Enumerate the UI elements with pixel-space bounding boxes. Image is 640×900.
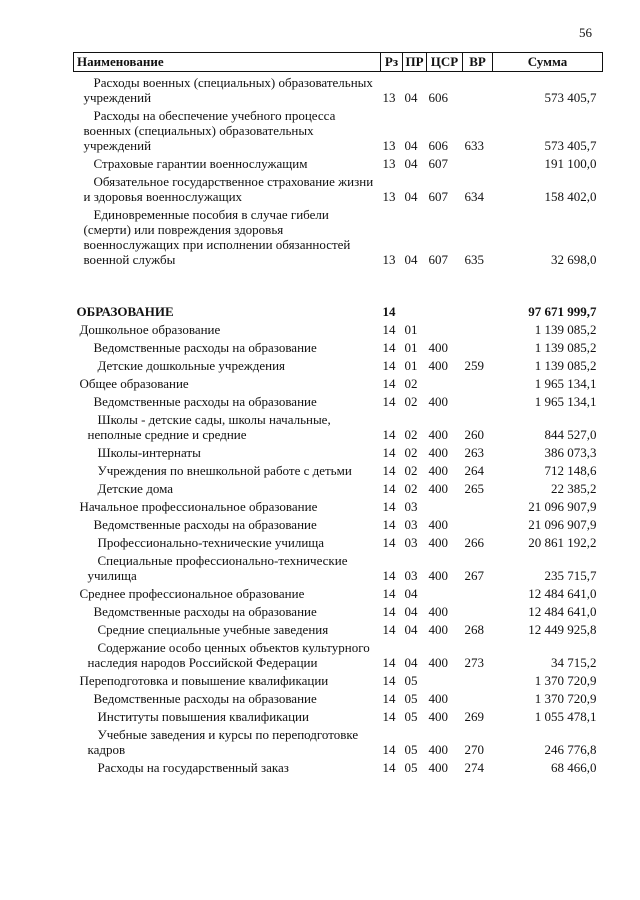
row-name: Расходы на государственный заказ <box>97 760 289 775</box>
row-vr: 273 <box>464 655 484 670</box>
table-row <box>74 706 603 724</box>
table-row <box>74 442 603 460</box>
row-sum: 712 148,6 <box>544 463 597 478</box>
table-row <box>74 670 603 688</box>
table-row <box>74 460 603 478</box>
row-rz: 14 <box>382 499 396 514</box>
row-vr: 633 <box>464 138 484 153</box>
row-vr <box>463 391 493 409</box>
row-rz: 14 <box>382 691 396 706</box>
row-vr <box>463 153 493 171</box>
row-rz: 14 <box>382 427 396 442</box>
row-name: Расходы военных (специальных) образовательных учреждений <box>83 75 373 105</box>
row-csr: 606 <box>428 138 448 153</box>
row-pr: 04 <box>404 604 418 619</box>
row-csr <box>427 670 463 688</box>
row-sum: 32 698,0 <box>551 252 597 267</box>
row-rz: 13 <box>382 90 396 105</box>
row-sum: 12 484 641,0 <box>528 586 597 601</box>
row-name: Общее образование <box>79 376 189 391</box>
row-vr <box>463 337 493 355</box>
row-vr <box>463 670 493 688</box>
row-pr: 02 <box>404 394 418 409</box>
row-rz: 14 <box>382 445 396 460</box>
row-vr <box>463 583 493 601</box>
row-vr: 263 <box>464 445 484 460</box>
row-pr: 04 <box>404 252 418 267</box>
row-vr: 267 <box>464 568 484 583</box>
header-rz: Рз <box>381 53 403 72</box>
row-name: Единовременные пособия в случае гибели (смерти) или повреждения здоровья военнослужащих при исполнении обязанностей военной службы <box>83 207 351 267</box>
row-sum: 97 671 999,7 <box>528 304 597 319</box>
row-sum: 191 100,0 <box>544 156 597 171</box>
row-name: Переподготовка и повышение квалификации <box>79 673 329 688</box>
row-sum: 1 965 134,1 <box>534 376 597 391</box>
table-row <box>74 757 603 775</box>
row-sum: 235 715,7 <box>544 568 597 583</box>
row-rz: 14 <box>382 304 396 319</box>
row-csr: 607 <box>428 156 448 171</box>
row-pr: 04 <box>404 586 418 601</box>
table-row <box>74 337 603 355</box>
row-rz: 14 <box>382 481 396 496</box>
row-csr: 400 <box>428 691 448 706</box>
row-rz: 14 <box>382 673 396 688</box>
row-name: Институты повышения квалификации <box>97 709 309 724</box>
table-row <box>74 514 603 532</box>
row-name: Начальное профессиональное образование <box>79 499 318 514</box>
row-sum: 1 139 085,2 <box>534 358 597 373</box>
row-vr: 259 <box>464 358 484 373</box>
row-vr: 634 <box>464 189 484 204</box>
header-vr: ВР <box>463 53 493 72</box>
row-pr: 04 <box>404 655 418 670</box>
row-rz: 14 <box>382 760 396 775</box>
row-sum: 21 096 907,9 <box>528 499 597 514</box>
row-name: Ведомственные расходы на образование <box>93 394 317 409</box>
row-rz: 14 <box>382 463 396 478</box>
row-pr: 05 <box>404 709 418 724</box>
table-row <box>74 637 603 670</box>
row-sum: 20 861 192,2 <box>528 535 597 550</box>
row-sum: 68 466,0 <box>551 760 597 775</box>
row-csr: 400 <box>428 604 448 619</box>
table-row <box>74 478 603 496</box>
row-rz: 13 <box>382 156 396 171</box>
row-rz: 14 <box>382 709 396 724</box>
row-vr: 269 <box>464 709 484 724</box>
table-header-row <box>74 53 603 72</box>
row-vr: 260 <box>464 427 484 442</box>
table-row <box>74 319 603 337</box>
row-sum: 1 965 134,1 <box>534 394 597 409</box>
table-row <box>74 532 603 550</box>
row-csr <box>427 583 463 601</box>
row-pr: 03 <box>404 499 418 514</box>
row-csr <box>427 496 463 514</box>
row-name: Детские дошкольные учреждения <box>97 358 286 373</box>
table-row <box>74 583 603 601</box>
row-sum: 21 096 907,9 <box>528 517 597 532</box>
table-row <box>74 409 603 442</box>
row-sum: 844 527,0 <box>544 427 597 442</box>
row-rz: 13 <box>382 252 396 267</box>
row-vr: 266 <box>464 535 484 550</box>
row-csr: 400 <box>428 622 448 637</box>
row-csr: 400 <box>428 340 448 355</box>
table-row <box>74 601 603 619</box>
row-pr: 05 <box>404 760 418 775</box>
row-csr: 400 <box>428 655 448 670</box>
row-vr: 265 <box>464 481 484 496</box>
row-vr <box>463 72 493 106</box>
table-row <box>74 724 603 757</box>
row-csr: 400 <box>428 427 448 442</box>
row-csr: 400 <box>428 463 448 478</box>
row-pr: 05 <box>404 742 418 757</box>
row-csr: 400 <box>428 709 448 724</box>
table-row <box>74 496 603 514</box>
row-sum: 573 405,7 <box>544 90 597 105</box>
row-vr <box>463 496 493 514</box>
row-csr: 607 <box>428 189 448 204</box>
row-name: Ведомственные расходы на образование <box>93 604 317 619</box>
row-sum: 12 449 925,8 <box>528 622 597 637</box>
row-sum: 1 139 085,2 <box>534 340 597 355</box>
row-sum: 1 055 478,1 <box>534 709 597 724</box>
table-row <box>74 373 603 391</box>
row-pr: 02 <box>404 445 418 460</box>
table-row <box>74 550 603 583</box>
row-rz: 14 <box>382 742 396 757</box>
row-name: Дошкольное образование <box>79 322 221 337</box>
row-pr: 02 <box>404 481 418 496</box>
row-pr: 03 <box>404 535 418 550</box>
row-pr: 04 <box>404 138 418 153</box>
table-row <box>74 688 603 706</box>
row-name: Обязательное государственное страхование жизни и здоровья военнослужащих <box>83 174 374 204</box>
spacer-cell <box>74 267 603 301</box>
row-sum: 158 402,0 <box>544 189 597 204</box>
row-pr: 02 <box>404 376 418 391</box>
row-pr: 05 <box>404 691 418 706</box>
row-pr: 03 <box>404 517 418 532</box>
row-sum: 573 405,7 <box>544 138 597 153</box>
row-pr: 02 <box>404 463 418 478</box>
table-row <box>74 105 603 153</box>
row-vr <box>463 301 493 319</box>
row-rz: 14 <box>382 622 396 637</box>
row-rz: 14 <box>382 376 396 391</box>
row-name: Школы - детские сады, школы начальные, неполные средние и средние <box>87 412 331 442</box>
row-name: Ведомственные расходы на образование <box>93 691 317 706</box>
row-vr: 270 <box>464 742 484 757</box>
row-vr <box>463 688 493 706</box>
row-sum: 1 370 720,9 <box>534 673 597 688</box>
row-pr: 01 <box>404 322 418 337</box>
table-row <box>74 355 603 373</box>
table-row <box>74 171 603 204</box>
row-name: Детские дома <box>97 481 173 496</box>
row-csr <box>427 301 463 319</box>
row-vr: 635 <box>464 252 484 267</box>
row-csr <box>427 319 463 337</box>
row-name: Среднее профессиональное образование <box>79 586 305 601</box>
row-name: Учебные заведения и курсы по переподготовке кадров <box>87 727 359 757</box>
row-pr: 05 <box>404 673 418 688</box>
table-row <box>74 301 603 319</box>
row-csr: 400 <box>428 358 448 373</box>
table-row <box>74 153 603 171</box>
row-vr <box>463 319 493 337</box>
row-name: Учреждения по внешкольной работе с детьми <box>97 463 352 478</box>
row-pr <box>403 301 427 319</box>
budget-table <box>73 52 603 775</box>
row-sum: 386 073,3 <box>544 445 597 460</box>
row-vr: 264 <box>464 463 484 478</box>
row-csr: 400 <box>428 742 448 757</box>
row-name: Страховые гарантии военнослужащим <box>93 156 308 171</box>
row-csr: 400 <box>428 481 448 496</box>
row-pr: 03 <box>404 568 418 583</box>
row-name: Профессионально-технические училища <box>97 535 325 550</box>
row-rz: 14 <box>382 358 396 373</box>
row-name: Содержание особо ценных объектов культурного наследия народов Российской Федерации <box>87 640 370 670</box>
row-csr: 400 <box>428 517 448 532</box>
table-row <box>74 619 603 637</box>
row-sum: 22 385,2 <box>551 481 597 496</box>
row-vr <box>463 373 493 391</box>
page-number: 56 <box>579 25 592 40</box>
row-rz: 14 <box>382 604 396 619</box>
header-sum: Сумма <box>493 53 603 72</box>
row-sum: 34 715,2 <box>551 655 597 670</box>
row-name: Специальные профессионально-технические училища <box>87 553 348 583</box>
row-csr: 400 <box>428 445 448 460</box>
table-body <box>74 72 603 776</box>
row-name: Расходы на обеспечение учебного процесса военных (специальных) образовательных учреждений <box>83 108 336 153</box>
header-pr: ПР <box>403 53 427 72</box>
row-csr: 400 <box>428 568 448 583</box>
row-name: Школы-интернаты <box>97 445 201 460</box>
row-pr: 04 <box>404 156 418 171</box>
row-pr: 02 <box>404 427 418 442</box>
row-sum: 1 370 720,9 <box>534 691 597 706</box>
header-csr: ЦСР <box>427 53 463 72</box>
row-rz: 14 <box>382 568 396 583</box>
row-sum: 1 139 085,2 <box>534 322 597 337</box>
table-row <box>74 72 603 106</box>
row-rz: 13 <box>382 138 396 153</box>
row-csr: 400 <box>428 535 448 550</box>
row-pr: 04 <box>404 90 418 105</box>
row-sum: 12 484 641,0 <box>528 604 597 619</box>
table-row <box>74 204 603 267</box>
row-rz: 14 <box>382 517 396 532</box>
row-vr <box>463 514 493 532</box>
row-name: Ведомственные расходы на образование <box>93 517 317 532</box>
row-csr: 400 <box>428 760 448 775</box>
row-pr: 01 <box>404 340 418 355</box>
row-csr: 606 <box>428 90 448 105</box>
row-name: ОБРАЗОВАНИЕ <box>76 304 174 319</box>
row-pr: 04 <box>404 622 418 637</box>
row-rz: 14 <box>382 535 396 550</box>
row-rz: 13 <box>382 189 396 204</box>
section-spacer <box>74 267 603 301</box>
row-vr: 268 <box>464 622 484 637</box>
row-rz: 14 <box>382 322 396 337</box>
table-row <box>74 391 603 409</box>
row-pr: 04 <box>404 189 418 204</box>
row-sum: 246 776,8 <box>544 742 597 757</box>
header-name: Наименование <box>74 53 381 72</box>
row-csr <box>427 373 463 391</box>
row-rz: 14 <box>382 655 396 670</box>
row-csr: 400 <box>428 394 448 409</box>
row-rz: 14 <box>382 340 396 355</box>
row-vr <box>463 601 493 619</box>
row-name: Средние специальные учебные заведения <box>97 622 329 637</box>
row-name: Ведомственные расходы на образование <box>93 340 317 355</box>
row-rz: 14 <box>382 394 396 409</box>
row-pr: 01 <box>404 358 418 373</box>
row-rz: 14 <box>382 586 396 601</box>
row-csr: 607 <box>428 252 448 267</box>
row-vr: 274 <box>464 760 484 775</box>
